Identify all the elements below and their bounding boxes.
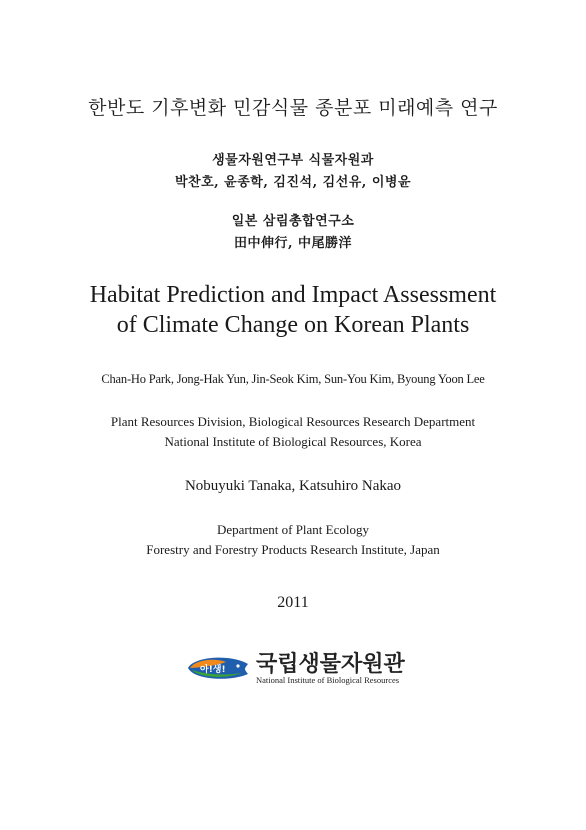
korean-department: 생물자원연구부 식물자원과 <box>212 153 374 168</box>
affiliation-institute: National Institute of Biological Resources, Korea <box>164 434 422 449</box>
english-title-line1: Habitat Prediction and Impact Assessment <box>89 282 497 308</box>
english-title-line2: of Climate Change on Korean Plants <box>116 312 470 338</box>
affiliation-division: Plant Resources Division, Biological Resources Research Department <box>110 414 476 429</box>
publication-year: 2011 <box>277 594 309 611</box>
japanese-authors: 田中伸行, 中尾勝洋 <box>233 236 353 251</box>
english-authors: Chan-Ho Park, Jong-Hak Yun, Jin-Seok Kim, Sun-You Kim, Byoung Yoon Lee <box>101 372 485 386</box>
logo-name-korean: 국립생물자원관 <box>256 652 405 677</box>
affiliation-institute-japan: Forestry and Forestry Products Research Institute, Japan <box>146 542 440 557</box>
korean-authors: 박찬호, 윤종학, 김진석, 김선유, 이병윤 <box>174 175 412 190</box>
logo-name-english: National Institute of Biological Resources <box>256 675 400 685</box>
affiliation-department-japan: Department of Plant Ecology <box>217 522 369 537</box>
logo-mark-text: 아!생! <box>200 665 226 675</box>
korean-title: 한반도 기후변화 민감식물 종분포 미래예측 연구 <box>88 97 498 119</box>
korean-japan-institute: 일본 삼림총합연구소 <box>231 214 355 229</box>
nibr-logo-mark-icon <box>186 655 250 681</box>
nibr-logo <box>186 647 416 691</box>
japanese-authors-english: Nobuyuki Tanaka, Katsuhiro Nakao <box>184 478 402 494</box>
